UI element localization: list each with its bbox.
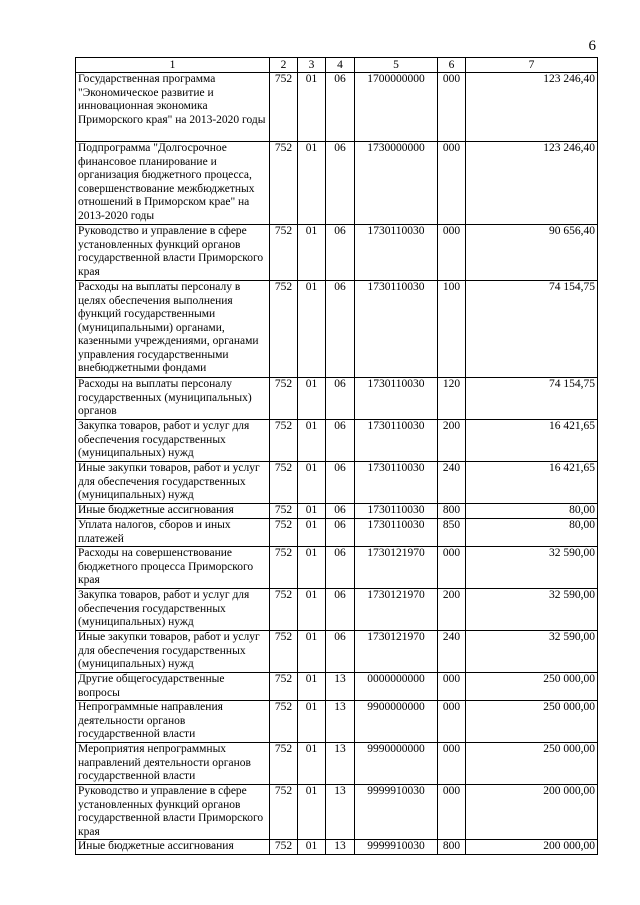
expense-type-code: 850 [438,519,466,547]
section-code: 01 [298,785,326,840]
expense-type-code: 000 [438,673,466,701]
page-number: 6 [588,38,596,54]
amount: 123 246,40 [466,73,598,142]
expense-name: Мероприятия непрограммных направлений деятельности органов государственной власти [76,743,270,785]
subsection-code: 13 [326,840,355,855]
expense-name: Закупка товаров, работ и услуг для обеспечения государственных (муниципальных) нужд [76,420,270,462]
ministry-code: 752 [270,281,298,378]
amount: 74 154,75 [466,378,598,420]
target-article-code: 1730110030 [355,504,438,519]
expense-name: Иные закупки товаров, работ и услуг для обеспечения государственных (муниципальных) нужд [76,462,270,504]
table-row [76,519,598,547]
amount: 80,00 [466,519,598,547]
table-row [76,462,598,504]
amount: 200 000,00 [466,785,598,840]
section-code: 01 [298,673,326,701]
table-row [76,589,598,631]
target-article-code: 9999910030 [355,840,438,855]
section-code: 01 [298,840,326,855]
expense-name: Иные бюджетные ассигнования [76,840,270,855]
table-row [76,673,598,701]
target-article-code: 1730121970 [355,547,438,589]
expense-type-code: 120 [438,378,466,420]
table-row [76,631,598,673]
expense-name: Расходы на выплаты персоналу государственных (муниципальных) органов [76,378,270,420]
target-article-code: 1730110030 [355,420,438,462]
expense-type-code: 240 [438,631,466,673]
expense-name: Иные закупки товаров, работ и услуг для обеспечения государственных (муниципальных) нужд [76,631,270,673]
table-row [76,701,598,743]
target-article-code: 1730110030 [355,519,438,547]
ministry-code: 752 [270,743,298,785]
table-row [76,281,598,378]
expense-type-code: 000 [438,73,466,142]
amount: 90 656,40 [466,225,598,281]
subsection-code: 13 [326,785,355,840]
ministry-code: 752 [270,631,298,673]
ministry-code: 752 [270,519,298,547]
table-row [76,73,598,142]
amount: 16 421,65 [466,462,598,504]
expense-name: Руководство и управление в сфере установленных функций органов государственной власти Приморского края [76,225,270,281]
expense-name: Подпрограмма "Долгосрочное финансовое планирование и организация бюджетного процесса, совершенствование межбюджетных отношений в Приморском крае" на 2013-2020 годы [76,142,270,225]
target-article-code: 1730000000 [355,142,438,225]
amount: 250 000,00 [466,673,598,701]
subsection-code: 06 [326,281,355,378]
expense-name: Непрограммные направления деятельности органов государственной власти [76,701,270,743]
amount: 32 590,00 [466,589,598,631]
amount: 74 154,75 [466,281,598,378]
target-article-code: 1730110030 [355,378,438,420]
subsection-code: 06 [326,73,355,142]
section-code: 01 [298,378,326,420]
expense-type-code: 100 [438,281,466,378]
ministry-code: 752 [270,225,298,281]
expense-type-code: 800 [438,504,466,519]
expense-name: Иные бюджетные ассигнования [76,504,270,519]
table-row [76,840,598,855]
ministry-code: 752 [270,73,298,142]
section-code: 01 [298,631,326,673]
subsection-code: 06 [326,547,355,589]
section-code: 01 [298,519,326,547]
expense-type-code: 000 [438,743,466,785]
target-article-code: 9999910030 [355,785,438,840]
expense-name: Закупка товаров, работ и услуг для обеспечения государственных (муниципальных) нужд [76,589,270,631]
subsection-code: 06 [326,504,355,519]
header-cell: 6 [438,58,466,73]
header-cell: 4 [326,58,355,73]
header-cell: 3 [298,58,326,73]
amount: 250 000,00 [466,743,598,785]
section-code: 01 [298,142,326,225]
table-row [76,785,598,840]
ministry-code: 752 [270,589,298,631]
target-article-code: 1730121970 [355,631,438,673]
amount: 200 000,00 [466,840,598,855]
ministry-code: 752 [270,701,298,743]
subsection-code: 06 [326,631,355,673]
target-article-code: 9990000000 [355,743,438,785]
table-row [76,504,598,519]
header-cell: 5 [355,58,438,73]
ministry-code: 752 [270,785,298,840]
amount: 32 590,00 [466,631,598,673]
section-code: 01 [298,462,326,504]
expense-name: Государственная программа "Экономическое развитие и инновационная экономика Приморского края" на 2013-2020 годы [76,73,270,142]
subsection-code: 06 [326,378,355,420]
amount: 80,00 [466,504,598,519]
section-code: 01 [298,281,326,378]
ministry-code: 752 [270,840,298,855]
amount: 32 590,00 [466,547,598,589]
ministry-code: 752 [270,420,298,462]
amount: 250 000,00 [466,701,598,743]
expense-type-code: 800 [438,840,466,855]
expense-type-code: 000 [438,701,466,743]
target-article-code: 1730110030 [355,281,438,378]
target-article-code: 1700000000 [355,73,438,142]
expense-type-code: 000 [438,225,466,281]
section-code: 01 [298,420,326,462]
subsection-code: 06 [326,225,355,281]
subsection-code: 13 [326,673,355,701]
expense-name: Уплата налогов, сборов и иных платежей [76,519,270,547]
subsection-code: 06 [326,420,355,462]
ministry-code: 752 [270,142,298,225]
amount: 16 421,65 [466,420,598,462]
section-code: 01 [298,547,326,589]
expense-type-code: 200 [438,589,466,631]
target-article-code: 1730110030 [355,462,438,504]
header-cell: 7 [466,58,598,73]
table-header-row [76,58,598,73]
table-row [76,420,598,462]
target-article-code: 9900000000 [355,701,438,743]
section-code: 01 [298,589,326,631]
table-row [76,743,598,785]
section-code: 01 [298,504,326,519]
table-row [76,225,598,281]
ministry-code: 752 [270,673,298,701]
ministry-code: 752 [270,462,298,504]
section-code: 01 [298,73,326,142]
expense-type-code: 000 [438,547,466,589]
header-cell: 2 [270,58,298,73]
section-code: 01 [298,743,326,785]
expense-name: Другие общегосударственные вопросы [76,673,270,701]
table-row [76,142,598,225]
header-cell: 1 [76,58,270,73]
expense-name: Расходы на выплаты персоналу в целях обеспечения выполнения функций государственными (муниципальными) органами, казенными учреждениями, органами управления государственными внебюджетными фондами [76,281,270,378]
expense-name: Расходы на совершенствование бюджетного процесса Приморского края [76,547,270,589]
expense-type-code: 240 [438,462,466,504]
section-code: 01 [298,701,326,743]
target-article-code: 1730110030 [355,225,438,281]
target-article-code: 1730121970 [355,589,438,631]
ministry-code: 752 [270,378,298,420]
expense-name: Руководство и управление в сфере установленных функций органов государственной власти Приморского края [76,785,270,840]
target-article-code: 0000000000 [355,673,438,701]
subsection-code: 06 [326,589,355,631]
table-row [76,547,598,589]
subsection-code: 06 [326,142,355,225]
subsection-code: 13 [326,701,355,743]
ministry-code: 752 [270,547,298,589]
ministry-code: 752 [270,504,298,519]
expense-type-code: 000 [438,142,466,225]
budget-table [75,57,598,855]
table-row [76,378,598,420]
subsection-code: 06 [326,462,355,504]
amount: 123 246,40 [466,142,598,225]
subsection-code: 13 [326,743,355,785]
subsection-code: 06 [326,519,355,547]
expense-type-code: 200 [438,420,466,462]
expense-type-code: 000 [438,785,466,840]
section-code: 01 [298,225,326,281]
